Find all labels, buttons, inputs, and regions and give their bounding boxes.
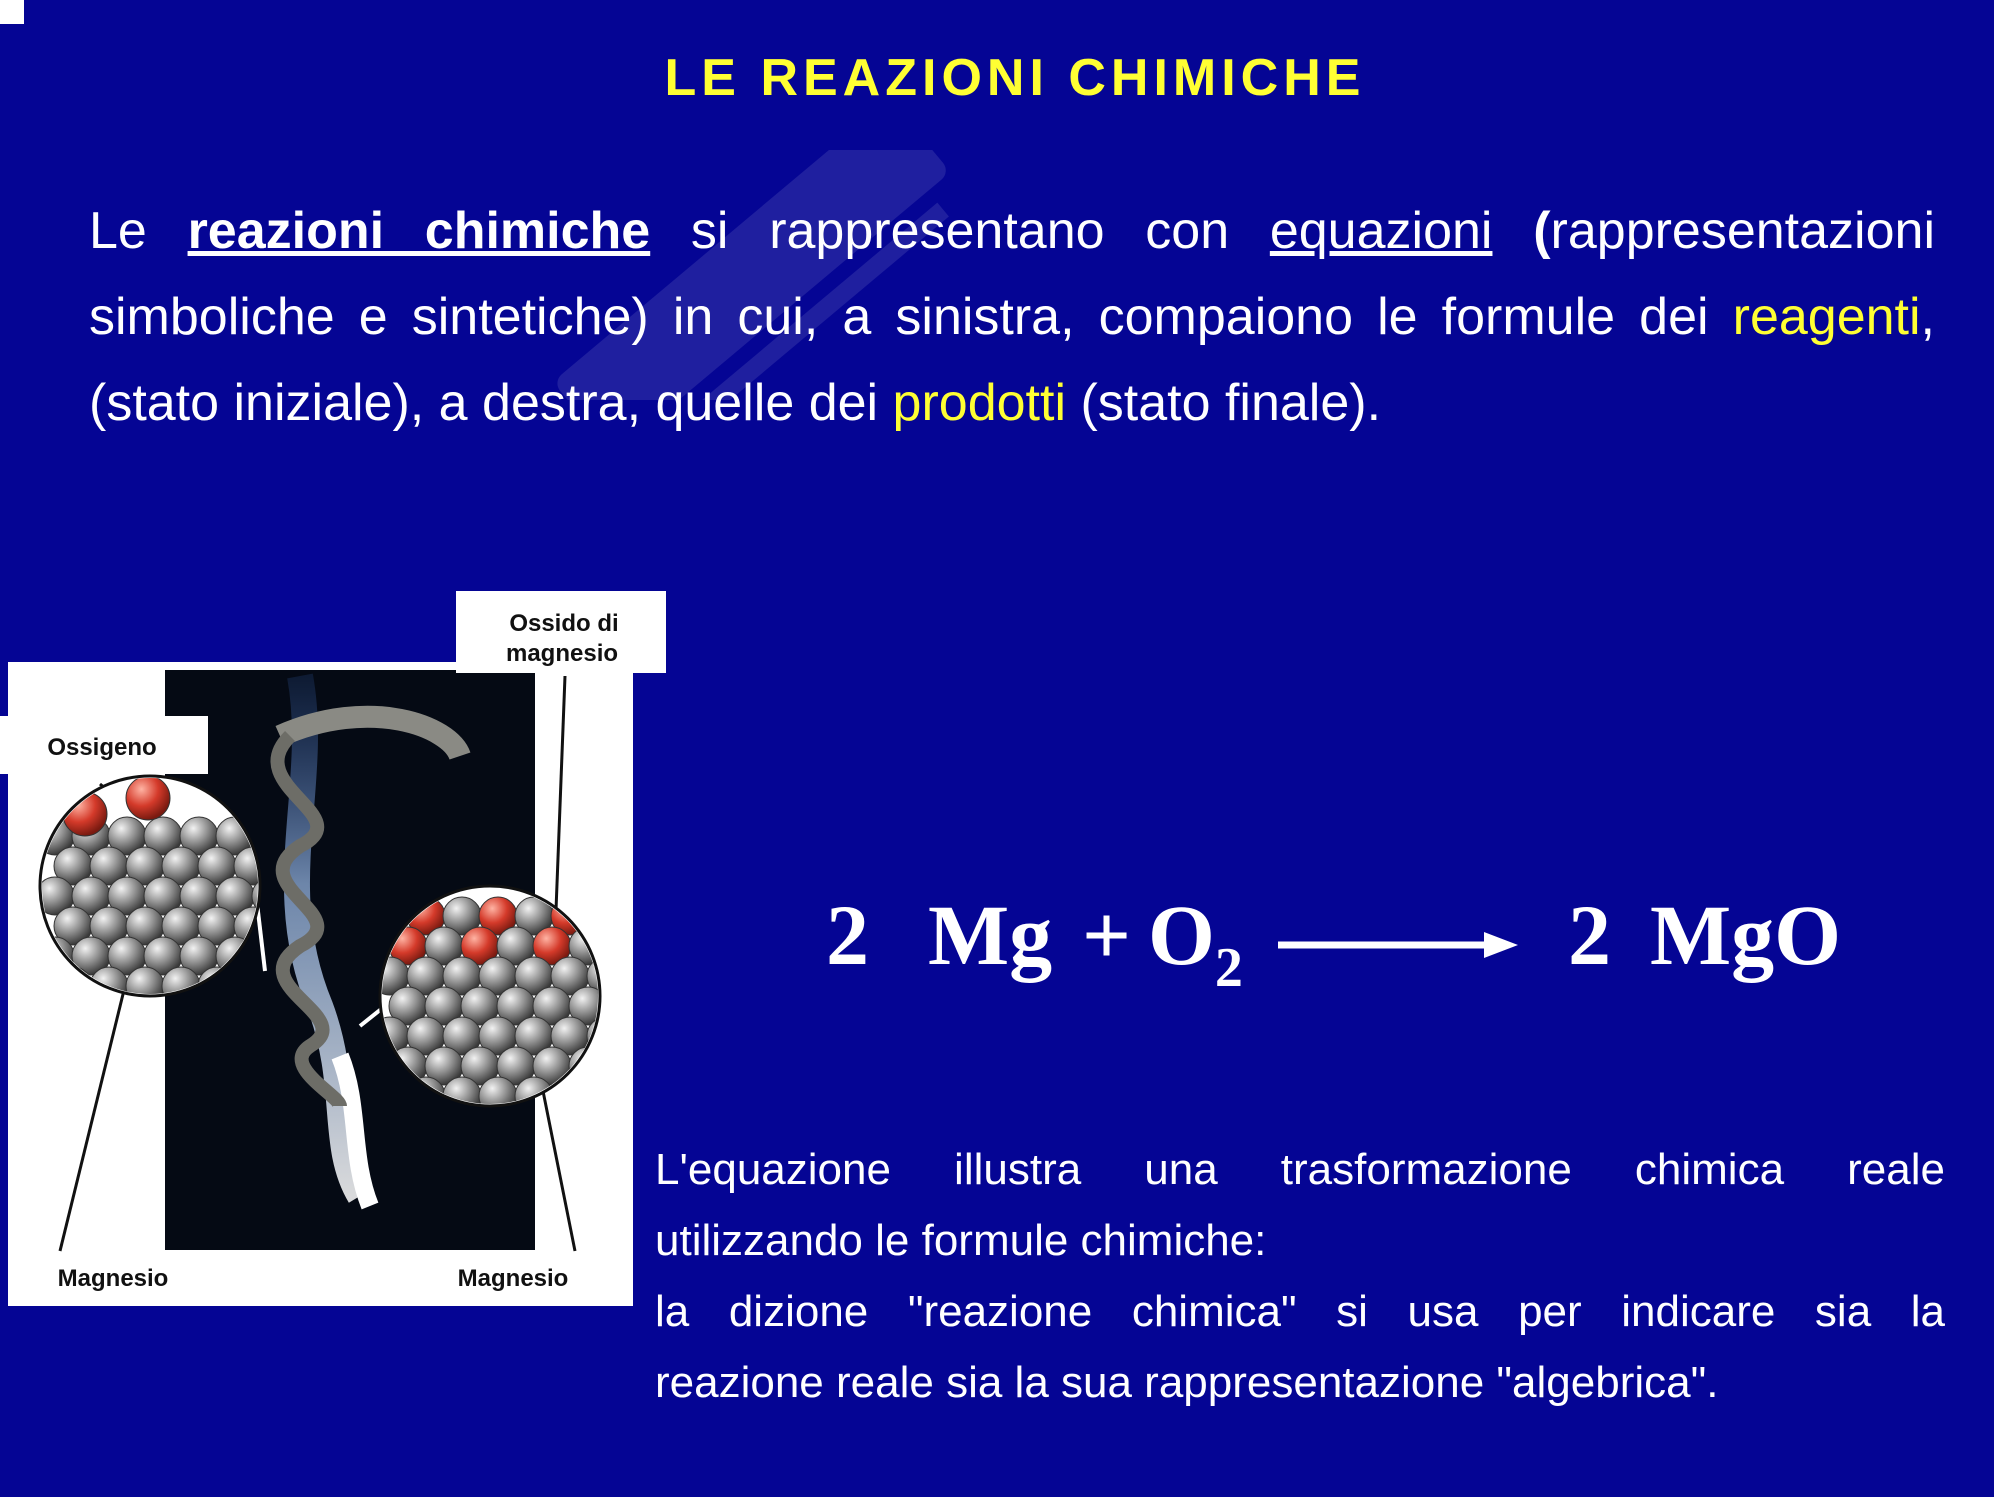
intro-paragraph [89,188,1935,446]
reaction-arrow-icon [1278,930,1518,960]
intro-text: Le [89,202,188,260]
description-paragraph [655,1134,1945,1418]
description-line: utilizzando le formule chimiche: [655,1216,1267,1265]
coefficient-mg: 2 [826,887,869,983]
description-line: L'equazione illustra una trasformazione chimica reale [655,1145,1945,1194]
oxygen-symbol: O [1148,887,1215,983]
term-reazioni-chimiche: reazioni chimiche [187,202,651,260]
plus-sign: + [1082,887,1132,983]
description-line: la dizione "reazione chimica" si usa per indicare sia la [655,1287,1945,1336]
intro-paren: ( [1533,202,1551,260]
reactant-o2 [1148,880,1243,1023]
label-ossido-line1: Ossido di [509,610,619,637]
corner-mark [0,0,24,24]
intro-text: si rappresentano con [650,202,1270,260]
magnesium-combustion-illustration [0,586,680,1312]
slide-title: LE REAZIONI CHIMICHE [664,49,1366,107]
label-ossigeno: Ossigeno [47,734,157,761]
label-magnesio-left: Magnesio [57,1265,169,1292]
intro-text: , (stato iniziale), a destra, quelle dei [89,288,1935,432]
description-line: reazione reale sia la sua rappresentazione "algebrica". [655,1358,1719,1407]
oxygen-atom [126,776,170,820]
product-mgo: MgO [1650,887,1842,983]
coefficient-mgo: 2 [1568,887,1611,983]
intro-text [1492,202,1533,260]
oxygen-subscript: 2 [1214,937,1243,999]
intro-text: (stato finale). [1066,374,1382,432]
term-reagenti: reagenti [1732,288,1921,346]
term-prodotti: prodotti [892,374,1066,432]
intro-text: rappresentazioni simboliche e sintetiche) in cui, a sinistra, compaiono le formule dei [89,202,1935,346]
reactant-mg: Mg [928,887,1053,983]
label-ossido-line2: magnesio [505,640,619,667]
term-equazioni: equazioni [1269,202,1493,260]
label-magnesio-right: Magnesio [457,1265,569,1292]
